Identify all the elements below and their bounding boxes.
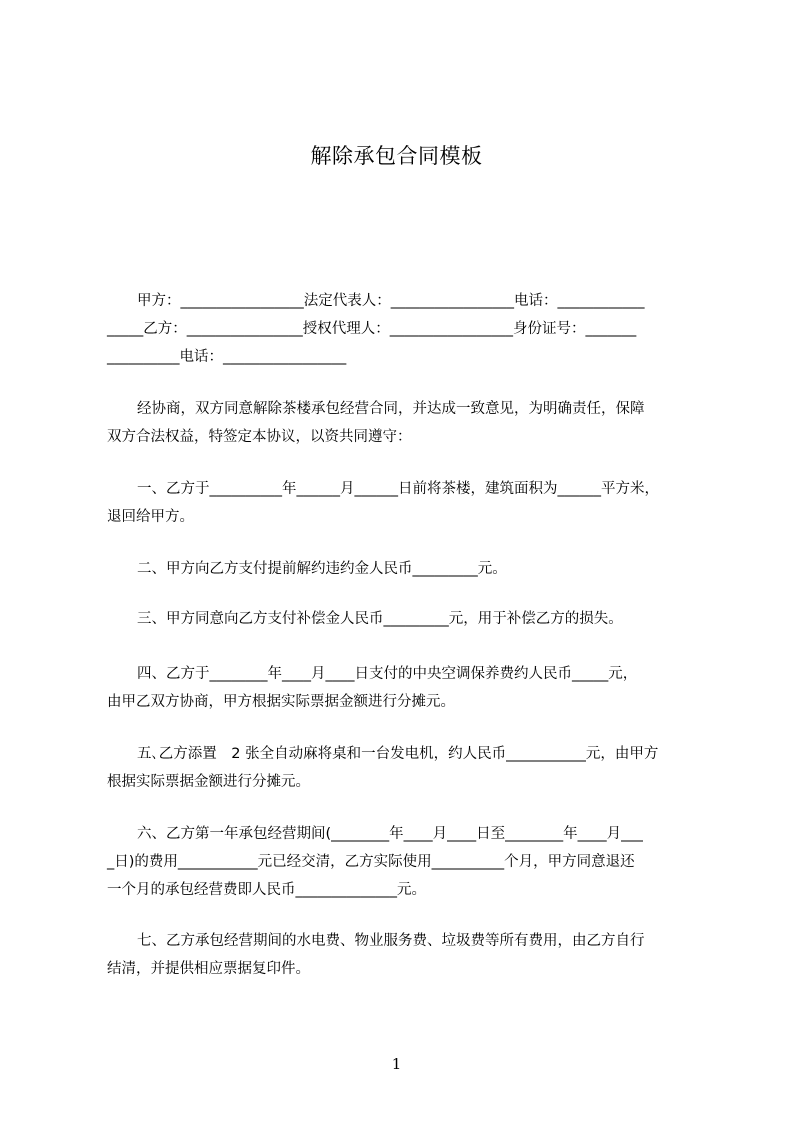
text-line: 根据实际票据金额进行分摊元。 [107,774,310,790]
clause-6 [107,820,707,904]
text-line: 三、甲方同意向乙方支付补偿金人民币_________元，用于补偿乙方的损失。 [137,611,623,627]
clause-1 [107,475,707,531]
text-line: 经协商，双方同意解除茶楼承包经营合同，并达成一致意见，为明确责任，保障 [137,401,645,417]
text-line: 七、乙方承包经营期间的水电费、物业服务费、垃圾费等所有费用，由乙方自行 [137,933,645,949]
parties-paragraph [107,287,707,371]
clause-5 [107,740,707,796]
text-line: 结清，并提供相应票据复印件。 [107,961,310,977]
text-line: 双方合法权益，特签定本协议，以资共同遵守： [107,429,412,445]
clause-4 [107,660,707,716]
clause-2 [107,555,707,583]
clause-3 [107,605,707,633]
text-line: 四、乙方于________年____月____日支付的中央空调保养费约人民币_____元， [137,666,638,682]
text-line: 五､乙方添置 2 张全自动麻将桌和一台发电机，约人民币___________元，由甲方 [137,746,659,762]
page-number: 1 [391,1055,402,1073]
text-line: 由甲乙双方协商，甲方根据实际票据金额进行分摊元。 [107,694,455,710]
clause-7 [107,927,707,983]
text-line: 甲方：_________________法定代表人：_________________电话：____________ [137,293,645,309]
text-line: __________电话：_________________ [107,349,347,365]
text-line: _日)的费用___________元已经交清，乙方实际使用__________个月，甲方同意退还 [107,854,635,870]
document-title: 解除承包合同模板 [310,144,483,168]
text-line: 六、乙方第一年承包经营期间(________年____月____日至________年____月___ [137,826,643,842]
text-line: _____乙方：________________授权代理人：_________________身份证号：_______ [107,321,637,337]
preamble-paragraph [107,395,707,451]
text-line: 一个月的承包经营费即人民币______________元。 [107,882,426,898]
text-line: 一、乙方于__________年______月______日前将茶楼，建筑面积为______平方米， [137,481,659,497]
text-line: 二、甲方向乙方支付提前解约违约金人民币_________元。 [137,561,507,577]
text-line: 退回给甲方。 [107,509,194,525]
